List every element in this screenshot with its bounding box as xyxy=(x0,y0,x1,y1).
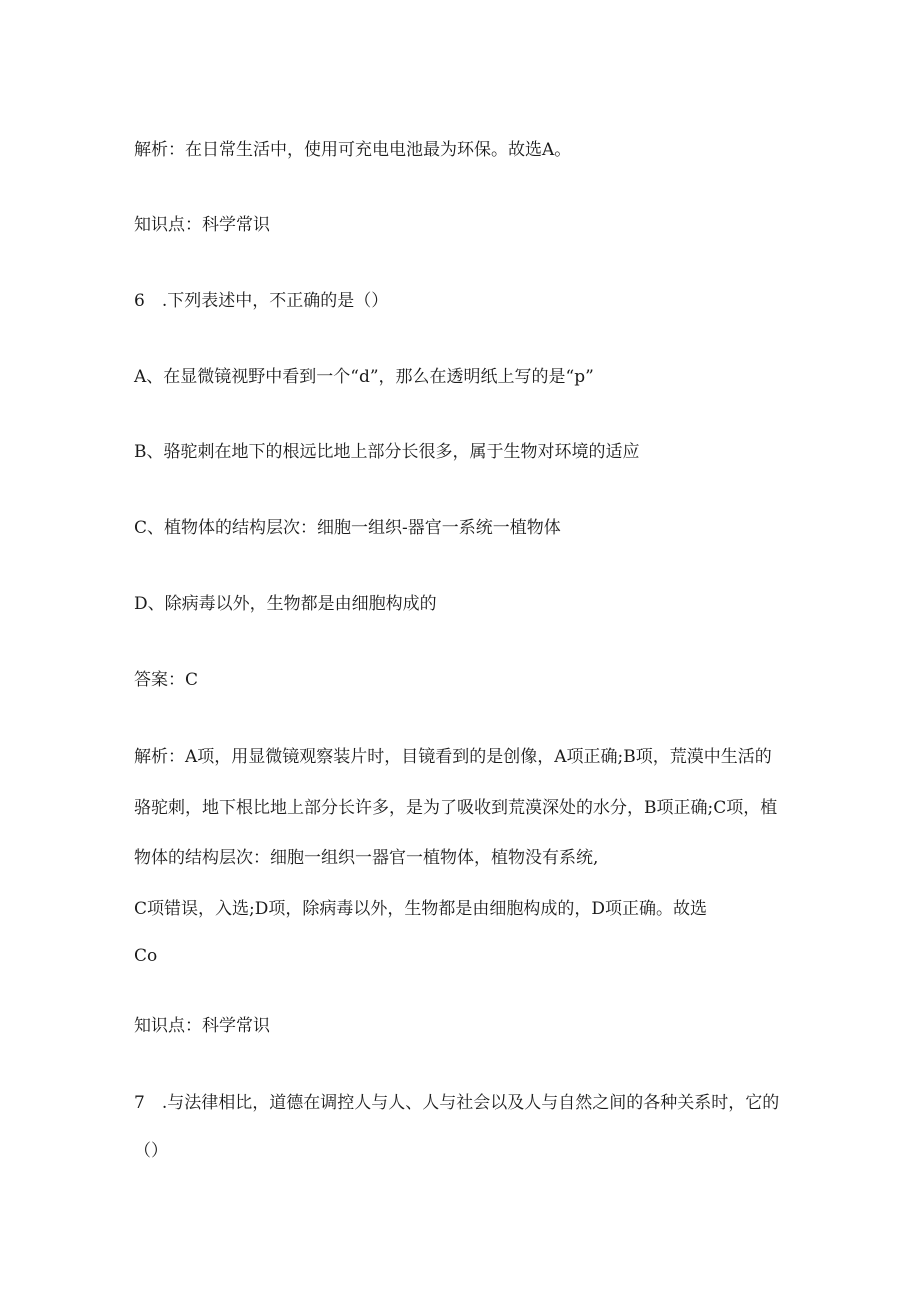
question-6-analysis-line-1: 解析：A项，用显微镜观察装片时，目镜看到的是创像，A项正确;B项，荒漠中生活的 xyxy=(134,747,772,767)
question-7-stem-line-2: （） xyxy=(134,1141,168,1161)
question-6-answer: 答案：C xyxy=(134,670,199,690)
question-6-option-c: C、植物体的结构层次：细胞一组织-器官一系统一植物体 xyxy=(134,518,561,538)
question-6-analysis-line-4: C项错误，入选;D项，除病毒以外，生物都是由细胞构成的，D项正确。故选 xyxy=(134,899,707,919)
question-6-option-d: D、除病毒以外，生物都是由细胞构成的 xyxy=(134,594,437,614)
knowledge-point-q5: 知识点：科学常识 xyxy=(134,215,270,235)
question-7-stem-line-1: 7 .与法律相比，道德在调控人与人、人与社会以及人与自然之间的各种关系时，它的 xyxy=(134,1093,780,1113)
question-6-analysis-line-5: Co xyxy=(134,946,158,966)
knowledge-point-q6: 知识点：科学常识 xyxy=(134,1016,270,1036)
question-6-option-b: B、骆驼刺在地下的根远比地上部分长很多，属于生物对环境的适应 xyxy=(134,442,640,462)
question-6-analysis-line-3: 物体的结构层次：细胞一组织一器官一植物体，植物没有系统, xyxy=(134,848,599,868)
analysis-q5: 解析：在日常生活中，使用可充电电池最为环保。故选A。 xyxy=(134,140,572,160)
question-6-stem: 6 .下列表述中，不正确的是（） xyxy=(134,291,389,311)
question-6-analysis-line-2: 骆驼刺，地下根比地上部分长许多，是为了吸收到荒漠深处的水分，B项正确;C项，植 xyxy=(134,798,778,818)
question-6-option-a: A、在显微镜视野中看到一个“d”，那么在透明纸上写的是“p” xyxy=(134,367,594,387)
